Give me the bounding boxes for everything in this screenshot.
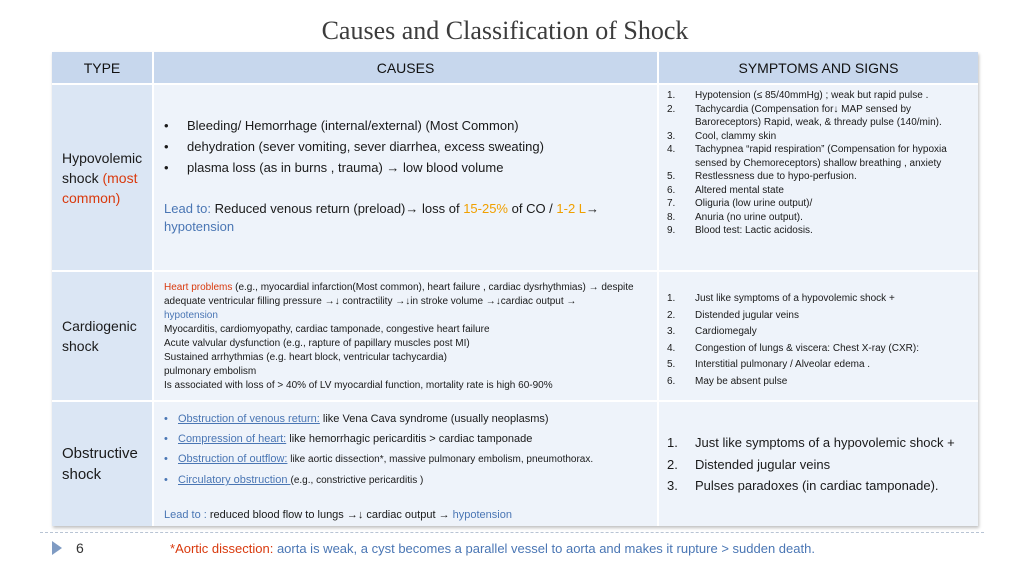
symptom-number: 8. [667,211,676,223]
type-cardiogenic-label: Cardiogenic shock [62,318,137,354]
obstruction-item: • Compression of heart: like hemorrhagic pericarditis > cardiac tamponade [164,433,533,445]
symptom-item [667,432,970,454]
symptom-text: Distended jugular veins [695,309,799,321]
symptom-number: 2. [667,456,678,472]
cardiogenic-line: Is associated with loss of > 40% of LV myocardial function, mortality rate is high 60-90% [164,380,553,391]
hypovolemic-lead: Lead to: Reduced venous return (preload)→ loss of 15-25% of CO / 1-2 L→ hypotension [164,201,600,234]
symptoms-obstructive [659,402,978,526]
symptom-number: 4. [667,342,676,354]
symptoms-hypovolemic [659,85,978,270]
causes-obstructive [154,402,657,526]
symptom-number: 1. [667,90,676,101]
symptom-text: Restlessness due to hypo-perfusion. [695,171,857,182]
footer-divider [40,532,984,533]
shock-table [52,52,978,526]
symptom-item [667,324,970,341]
symptom-text: Tachycardia (Compensation for↓ MAP sensed by Baroreceptors) Rapid, weak, & thready pulse (140/min). [695,103,942,128]
symptom-text: Just like symptoms of a hypovolemic shock + [695,435,955,450]
header-causes: CAUSES [154,52,657,83]
symptom-item [667,89,970,103]
slide-marker-icon [52,541,62,555]
symptom-text: Pulses paradoxes (in cardiac tamponade). [695,478,939,493]
cardiogenic-line: Myocarditis, cardiomyopathy, cardiac tamponade, congestive heart failure [164,324,490,335]
symptom-number: 3. [667,130,676,142]
causes-hypovolemic [154,85,657,270]
symptom-text: Anuria (no urine output). [695,211,803,223]
symptom-number: 3. [667,478,678,493]
footnote: *Aortic dissection: aorta is weak, a cyst becomes a parallel vessel to aorta and makes it rupture > sudden death. [170,541,815,556]
symptom-number: 3. [667,326,676,337]
symptom-item [667,291,970,308]
symptom-item [667,341,970,358]
symptom-text: Blood test: Lactic acidosis. [695,225,813,236]
symptom-number: 9. [667,225,676,236]
symptom-number: 5. [667,171,676,182]
page-title: Causes and Classification of Shock [321,16,689,45]
obstructive-lead: Lead to : reduced blood flow to lungs →↓ cardiac output → hypotension [164,509,512,521]
symptom-item [667,143,970,170]
symptom-number: 7. [667,198,676,209]
cardiogenic-line: pulmonary embolism [164,366,257,377]
symptom-item [667,224,970,238]
symptom-item [667,454,970,476]
symptom-text: Cool, clammy skin [695,130,777,142]
symptom-text: Interstitial pulmonary / Alveolar edema . [695,359,871,370]
symptom-item [667,130,970,144]
symptom-number: 4. [667,144,676,155]
obstruction-item: • Obstruction of outflow: like aortic dissection*, massive pulmonary embolism, pneumothorax. [164,453,594,465]
symptom-text: Altered mental state [695,184,784,196]
symptom-item [667,170,970,184]
symptom-item [667,184,970,198]
symptom-text: Congestion of lungs & viscera: Chest X-ray (CXR): [695,342,919,354]
symptom-item [667,308,970,325]
cardiogenic-line: Acute valvular dysfunction (e.g., rapture of papillary muscles post MI) [164,338,470,349]
symptom-text: Hypotension (≤ 85/40mmHg) ; weak but rapid pulse . [695,90,929,101]
symptom-text: May be absent pulse [695,375,788,387]
type-obstructive [52,402,152,526]
symptom-text: Tachypnea “rapid respiration” (Compensation for hypoxia sensed by Chemoreceptors) shallow breathing , anxiety [695,144,947,169]
symptom-number: 1. [667,293,676,304]
symptom-number: 5. [667,359,676,370]
cardiogenic-heart-problems: Heart problems (e.g., myocardial infarction(Most common), heart failure , cardiac dysrhythmias) → despite adequate ventricular filling pressure →↓ contractility →↓in stroke volume →↓cardiac output → hypotension [164,282,634,321]
page-number: 6 [76,540,84,556]
symptom-number: 2. [667,103,676,115]
causes-cardiogenic [154,272,657,400]
symptom-text: Cardiomegaly [695,326,757,337]
symptom-item [667,197,970,211]
type-obstructive-label: Obstructive shock [62,445,138,483]
cardiogenic-line: Sustained arrhythmias (e.g. heart block, ventricular tachycardia) [164,352,447,363]
symptom-number: 6. [667,375,676,387]
cause-item: • Bleeding/ Hemorrhage (internal/external) (Most Common) [164,118,519,133]
symptom-item [667,475,970,497]
symptom-number: 1. [667,435,678,450]
cause-item: • plasma loss (as in burns , trauma) → low blood volume [164,160,504,175]
header-symptoms: SYMPTOMS AND SIGNS [659,52,978,83]
symptom-item [667,103,970,130]
symptom-item [667,357,970,374]
symptom-item [667,374,970,391]
symptom-number: 2. [667,309,676,321]
symptom-text: Distended jugular veins [695,456,831,472]
symptoms-cardiogenic [659,272,978,400]
type-cardiogenic [52,272,152,400]
symptom-text: Oliguria (low urine output)/ [695,198,813,209]
symptom-number: 6. [667,184,676,196]
symptom-text: Just like symptoms of a hypovolemic shock + [695,293,895,304]
type-hypovolemic-highlight: (most common) [62,169,138,206]
type-hypovolemic [52,85,152,270]
header-type: TYPE [52,52,152,83]
symptom-item [667,211,970,225]
obstruction-item: • Obstruction of venous return: like Vena Cava syndrome (usually neoplasms) [164,413,549,425]
obstruction-item: • Circulatory obstruction (e.g., constrictive pericarditis ) [164,474,424,486]
type-hypovolemic-label: Hypovolemic shock [62,149,143,186]
cause-item: • dehydration (sever vomiting, sever diarrhea, excess sweating) [164,139,544,154]
